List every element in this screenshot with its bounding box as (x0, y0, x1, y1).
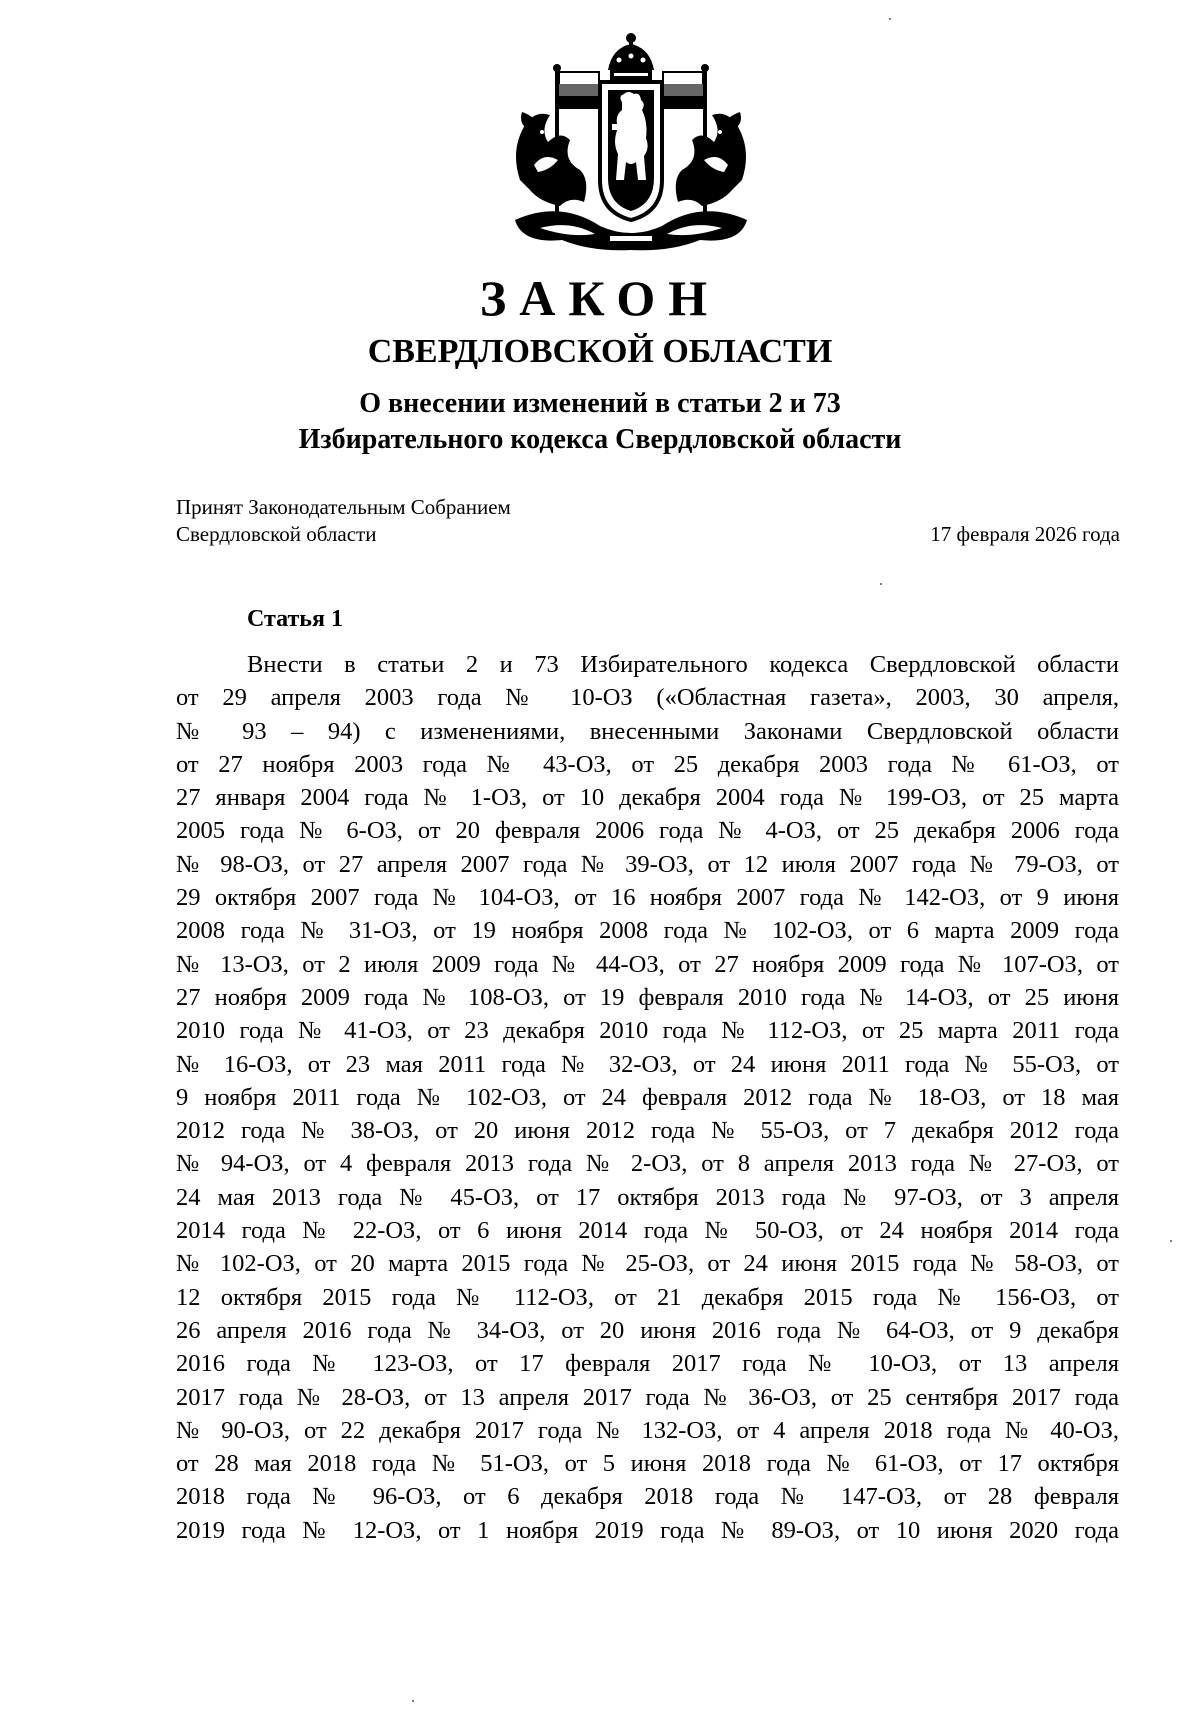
article-line: 2012 года № 38-ОЗ, от 20 июня 2012 года № 55-ОЗ, от 7 декабря 2012 года (176, 1117, 1119, 1145)
article-line: Внести в статьи 2 и 73 Избирательного кодекса Свердловской области (247, 651, 1119, 678)
scan-speck (412, 1700, 414, 1702)
article-line: 2019 года № 12-ОЗ, от 1 ноября 2019 года № 89-ОЗ, от 10 июня 2020 года (176, 1516, 1119, 1544)
article-line: 2018 года № 96-ОЗ, от 6 декабря 2018 года № 147-ОЗ, от 28 февраля (176, 1483, 1119, 1511)
article-body (176, 648, 1119, 1547)
article-line: 2008 года № 31-ОЗ, от 19 ноября 2008 года № 102-ОЗ, от 6 марта 2009 года (176, 917, 1119, 945)
adoption-date: 17 февраля 2026 года (930, 522, 1120, 546)
adoption-info (176, 494, 511, 548)
scan-speck (889, 18, 891, 20)
region-title: СВЕРДЛОВСКОЙ ОБЛАСТИ (367, 333, 833, 370)
article-line: 24 мая 2013 года № 45-ОЗ, от 17 октября 2013 года № 97-ОЗ, от 3 апреля (176, 1183, 1119, 1211)
article-line: 12 октября 2015 года № 112-ОЗ, от 21 декабря 2015 года № 156-ОЗ, от (176, 1283, 1119, 1311)
article-line: 2014 года № 22-ОЗ, от 6 июня 2014 года № 50-ОЗ, от 24 ноября 2014 года (176, 1217, 1119, 1245)
article-heading: Статья 1 (247, 606, 343, 632)
scan-speck (880, 583, 882, 585)
coat-of-arms-icon (500, 30, 762, 255)
article-line: № 102-ОЗ, от 20 марта 2015 года № 25-ОЗ, от 24 июня 2015 года № 58-ОЗ, от (176, 1250, 1119, 1278)
subtitle-line: Избирательного кодекса Свердловской области (298, 424, 902, 455)
article-line: 27 января 2004 года № 1-ОЗ, от 10 декабря 2004 года № 199-ОЗ, от 25 марта (176, 784, 1119, 812)
article-line: 2010 года № 41-ОЗ, от 23 декабря 2010 года № 112-ОЗ, от 25 марта 2011 года (176, 1017, 1119, 1045)
article-line: 2016 года № 123-ОЗ, от 17 февраля 2017 года № 10-ОЗ, от 13 апреля (176, 1350, 1119, 1378)
law-subtitle (0, 386, 1200, 458)
article-line: от 29 апреля 2003 года № 10-ОЗ («Областная газета», 2003, 30 апреля, (176, 684, 1119, 712)
article-line: 9 ноября 2011 года № 102-ОЗ, от 24 февраля 2012 года № 18-ОЗ, от 18 мая (176, 1083, 1119, 1111)
article-line: № 93 – 94) с изменениями, внесенными Законами Свердловской области (176, 717, 1119, 745)
article-line: 29 октября 2007 года № 104-ОЗ, от 16 ноября 2007 года № 142-ОЗ, от 9 июня (176, 884, 1119, 912)
scan-speck (1170, 1240, 1172, 1242)
article-line: № 16-ОЗ, от 23 мая 2011 года № 32-ОЗ, от 24 июня 2011 года № 55-ОЗ, от (176, 1050, 1119, 1078)
law-title: ЗАКОН (479, 270, 721, 326)
adoption-line: Свердловской области (176, 522, 377, 546)
article-line: № 90-ОЗ, от 22 декабря 2017 года № 132-ОЗ, от 4 апреля 2018 года № 40-ОЗ, (176, 1416, 1119, 1444)
article-line: от 28 мая 2018 года № 51-ОЗ, от 5 июня 2018 года № 61-ОЗ, от 17 октября (176, 1450, 1119, 1478)
article-line: 27 ноября 2009 года № 108-ОЗ, от 19 февраля 2010 года № 14-ОЗ, от 25 июня (176, 983, 1119, 1011)
article-line: 26 апреля 2016 года № 34-ОЗ, от 20 июня 2016 года № 64-ОЗ, от 9 декабря (176, 1316, 1119, 1344)
adoption-line: Принят Законодательным Собранием (176, 495, 511, 519)
article-line: от 27 ноября 2003 года № 43-ОЗ, от 25 декабря 2003 года № 61-ОЗ, от (176, 750, 1119, 778)
article-line: 2005 года № 6-ОЗ, от 20 февраля 2006 года № 4-ОЗ, от 25 декабря 2006 года (176, 817, 1119, 845)
article-line: № 98-ОЗ, от 27 апреля 2007 года № 39-ОЗ, от 12 июля 2007 года № 79-ОЗ, от (176, 850, 1119, 878)
article-line: № 94-ОЗ, от 4 февраля 2013 года № 2-ОЗ, от 8 апреля 2013 года № 27-ОЗ, от (176, 1150, 1119, 1178)
subtitle-line: О внесении изменений в статьи 2 и 73 (359, 388, 841, 419)
article-line: 2017 года № 28-ОЗ, от 13 апреля 2017 года № 36-ОЗ, от 25 сентября 2017 года (176, 1383, 1119, 1411)
article-line: № 13-ОЗ, от 2 июля 2009 года № 44-ОЗ, от 27 ноября 2009 года № 107-ОЗ, от (176, 950, 1119, 978)
